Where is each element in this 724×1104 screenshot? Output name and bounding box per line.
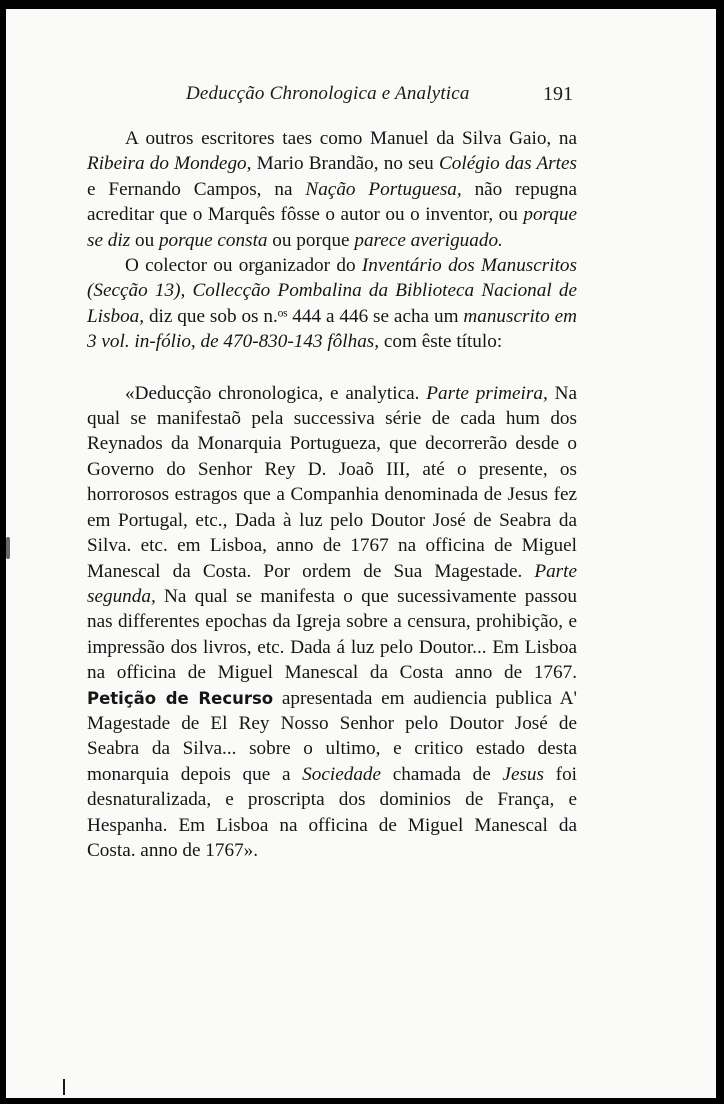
quoted-title [87,381,577,864]
text-run: apresentada em audiencia publica A' Magestade de El Rey Nosso Senhor pelo Doutor José de Seabra da Silva... sobre o ultimo, e critico estado desta monarquia depois que a [87,687,577,785]
running-title: Deducção Chronologica e Analytica [186,83,470,104]
scan-edge-mark [6,537,10,559]
italic-run: Jesus [502,763,544,785]
italic-run: porque consta [158,229,268,251]
italic-run: Colégio das Artes [438,153,577,175]
text-run: chamada de [381,763,503,785]
paragraph-other-writers [87,126,577,253]
text-run: ou [130,229,159,251]
italic-run: Nação Portuguesa, [305,178,462,200]
italic-run: Parte segunda, [87,560,577,607]
italic-run: Ribeira do Mondego, [87,153,252,175]
text-run: Na qual se manifesta o que sucessivamente passou nas differentes epochas da Igreja sobre a censura, prohibição, e impressão dos livros, etc. Dada á luz pelo Doutor... Em Lisboa na officina de Miguel Manescal da Costa anno de 1767. [87,585,577,684]
paragraph-collector [87,253,577,355]
text-run: com êste título: [379,331,503,353]
bold-run: Petição de Recurso [87,688,274,708]
page-number: 191 [543,83,573,105]
text-run: e Fernando Campos, na [87,178,306,200]
italic-run: Inventário dos Manuscritos (Secção 13), Collecção Pombalina da Biblioteca Nacional de Lisboa, [87,255,577,327]
text-run: não repugna acreditar que o Marquês fôsse o autor ou o inventor, ou [87,178,577,226]
text-run: A outros escritores taes como Manuel da Silva Gaio, na [125,128,577,149]
italic-run: parece averiguado. [354,229,503,251]
text-run: O colector ou organizador do [125,255,362,277]
italic-run: Parte primeira, [426,382,548,404]
scan-speck [63,1079,65,1095]
running-head [186,77,573,109]
text-run: «Deducção chronologica, e analytica. [125,382,427,404]
text-run: ou porque [267,229,355,251]
italic-run: Sociedade [302,763,382,785]
text-run: Mario Brandão, no seu [251,153,439,175]
text-run: diz que sob os n.ᵒˢ 444 a 446 se acha um [144,305,464,327]
body-text [87,126,577,863]
text-run: Na qual se manifestaõ pela successiva série de cada hum dos Reynados da Monarquia Portugueza, que decorrerão desde o Governo do Senhor Rey D. Joaõ III, até o presente, os horrorosos estragos que a Companhia denominada de Jesus fez em Portugal, etc., Dada à luz pelo Doutor José de Seabra da Silva. etc. em Lisboa, anno de 1767 na officina de Miguel Manescal da Costa. Por ordem de Sua Magestade. [87,382,577,582]
italic-run: porque se diz [87,204,577,251]
text-run: foi desnaturalizada, e proscripta dos dominios de França, e Hespanha. Em Lisboa na officina de Miguel Manescal da Costa. anno de 1767». [87,763,577,861]
italic-run: manuscrito em 3 vol. in-fólio, de 470-830-143 fôlhas, [87,305,578,353]
